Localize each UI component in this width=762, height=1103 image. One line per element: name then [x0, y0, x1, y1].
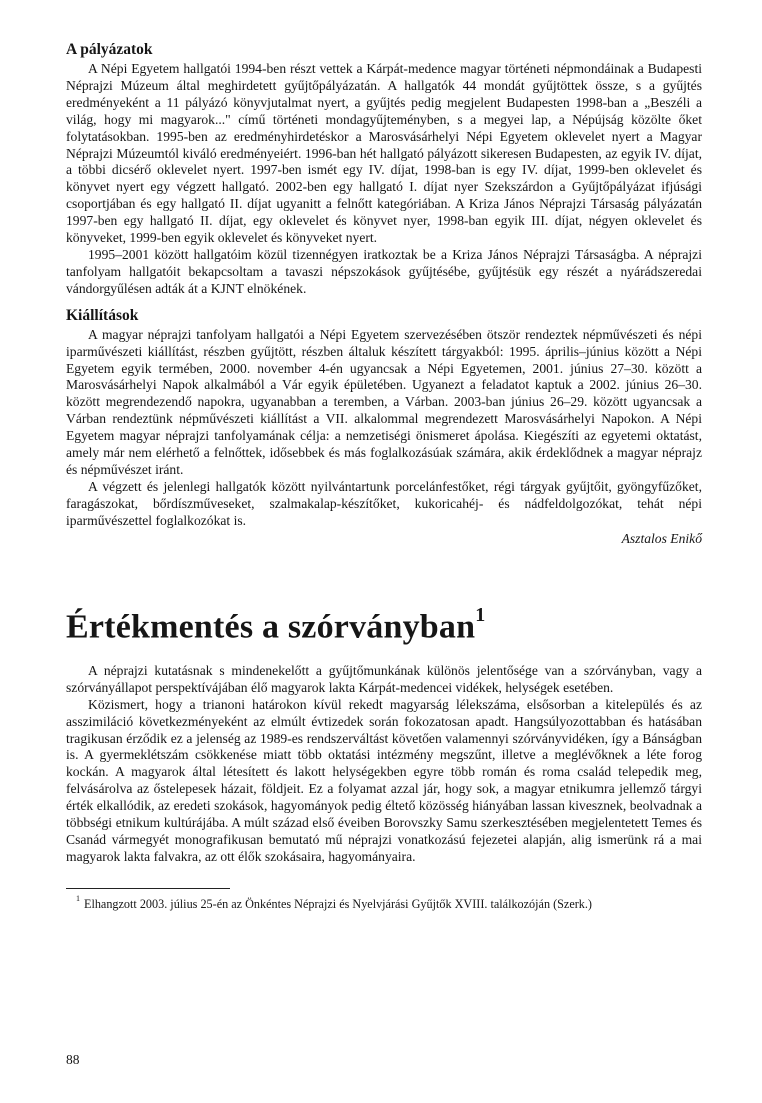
page-content: [66, 40, 702, 912]
footnote: [66, 893, 702, 912]
paragraph: A magyar néprajzi tanfolyam hallgatói a Népi Egyetem szervezésében ötször rendeztek népművészeti és népi iparművészeti kiállítást, részben gyűjtött, részben általuk készített tárgyakból: 1995. április–június között a Népi Egyetem egyik termében, 2000. november 4-én ugyancsak a Népi Egyetemen, 2001. június 27–30. között a Marosvásárhelyi Napok alkalmából a Vár egyik épületében. Ugyanezt a feladatot kaptuk a 2002. június 26–30. között megrendezendő napokra, ugyanabban a teremben, a Várban. 2003-ban június 26–29. között ugyancsak a Várban rendeztünk népművészeti kiállítást a VII. alkalommal megrendezett Marosvásárhelyi Napokon. A Népi Egyetem magyar néprajzi tanfolyamának célja: a nemzetiségi önismeret ápolása. Kiegészíti az egyetemi oktatást, amely már nem elérhető a felnőttek, idősebbek és más foglalkozásúak számára, akik érdeklődnek a magyar néprajz és népművészet iránt.: [66, 326, 702, 477]
paragraph: A Népi Egyetem hallgatói 1994-ben részt vettek a Kárpát-medence magyar történeti népmondáinak a Budapesti Néprajzi Múzeum által meghirdetett gyűjtőpályázatán. A hallgatók 44 mondát gyűjtöttek össze, s a gyűjtés eredményeként a 11 pályázó könyvjutalmat nyert, a gyűjtés pedig megjelent Budapesten 1998-ban a „Beszéli a világ, hogy mi magyarok..." című történeti mondagyűjteményben, s a megyei lap, a Népújság közölte őket folytatásokban. 1995-ben az eredményhirdetéskor a Marosvásárhelyi Népi Egyetem oklevelet nyert a Magyar Néprajzi Múzeumtól kiváló eredményeiért. 1996-ban hét hallgató pályázott sikeresen Budapesten, az egyik IV. díjat, a többi dicsérő oklevelet nyert. 1997-ben ismét egy IV. díjat, 1998-ban is egy IV. díjat, 1999-ben oklevelet és könyvet nyert egy végzett hallgató. 2002-ben egy hallgató I. díjat nyer Szekszárdon a Gyűjtőpályázat ifjúsági csoportjában és egy hallgató II. díjat ugyanitt a felnőtt kategóriában. A Kriza János Néprajzi Társaság pályázatán 1997-ben egy hallgató II. díjat, egy oklevelet és könyvet nyer, 1998-ban egyik III. díjat, négyen oklevelet és könyveket, 1999-ben egyik oklevelet és könyveket nyert.: [66, 61, 702, 246]
paragraph: Közismert, hogy a trianoni határokon kívül rekedt magyarság lélekszáma, elsősorban a kitelepülés és az asszimiláció következményeként az elmúlt évtizedek során fokozatosan apadt. Hangsúlyozottabban és hatásában tragikusan érződik ez a jelenség az 1989-es rendszerváltást követően valamennyi szórványvidéken, így a Bánságban is. A gyermeklétszám csökkenése miatt több oktatási intézmény megszűnt, illetve a meglévőknek a léte forog kockán. A magyarok által létesített és lakott helységekben egyre több román és roma család telepedik meg, felvásárolva az őstelepesek házait, földjeit. Ez a folyamat azzal jár, hogy sok, a magyar etnikumra jellemző tárgyi érték elkallódik, az eredeti szokások, hagyományok pedig éltető közösség hiányában lassan kivesznek, beolvadnak a többségi etnikum kultúrájába. A múlt század első éveiben Borovszky Samu szerkesztésében megjelentetett Temes és Csanád vármegyét monografikusan bemutató mű néprajzi vonatkozású fejezetei alapján, alig ismerünk rá a mai magyarok lakta falvakra, az ott élők szokásaira, hagyományaira.: [66, 696, 702, 864]
section-heading-palyazatok: A pályázatok: [66, 41, 153, 58]
footnote-text: Elhangzott 2003. július 25-én az Önkéntes Néprajzi és Nyelvjárási Gyűjtők XVIII. találkozóján (Szerk.): [84, 896, 592, 911]
article-title: [66, 599, 702, 647]
section-heading-kiallitasok: Kiállítások: [66, 306, 139, 324]
paragraph: A végzett és jelenlegi hallgatók között nyilvántartunk porcelánfestőket, régi tárgyak gyűjtőit, gyöngyfűzőket, faragászokat, bőrdíszműveseket, szalmakalap-készítőket, kukoricahéj- és nádfeldolgozókat, tehát népi iparművészettel foglalkozókat is.: [66, 478, 702, 528]
footnote-marker: 1: [76, 893, 80, 903]
footnote-divider: [66, 888, 230, 889]
paragraph: 1995–2001 között hallgatóim közül tizennégyen iratkoztak be a Kriza János Néprajzi Társaságba. A néprajzi tanfolyam hallgatóit bekapcsoltam a tavaszi népszokások gyűjtésébe, gyűjtésük egy részét a nyárádszeredai vándorgyűlésen adták át a KJNT elnökének.: [66, 246, 702, 296]
paragraph: A néprajzi kutatásnak s mindenekelőtt a gyűjtőmunkának különös jelentősége van a szórványban, vagy a szórványállapot perspektívájában élő magyarok lakta Kárpát-medencei vidékek, helységek esetében.: [66, 662, 702, 695]
author-signature: Asztalos Enikő: [621, 530, 702, 546]
page-number: 88: [66, 1052, 80, 1067]
article-title-text: Értékmentés a szórványban: [66, 607, 476, 645]
title-footnote-marker: 1: [475, 603, 486, 626]
